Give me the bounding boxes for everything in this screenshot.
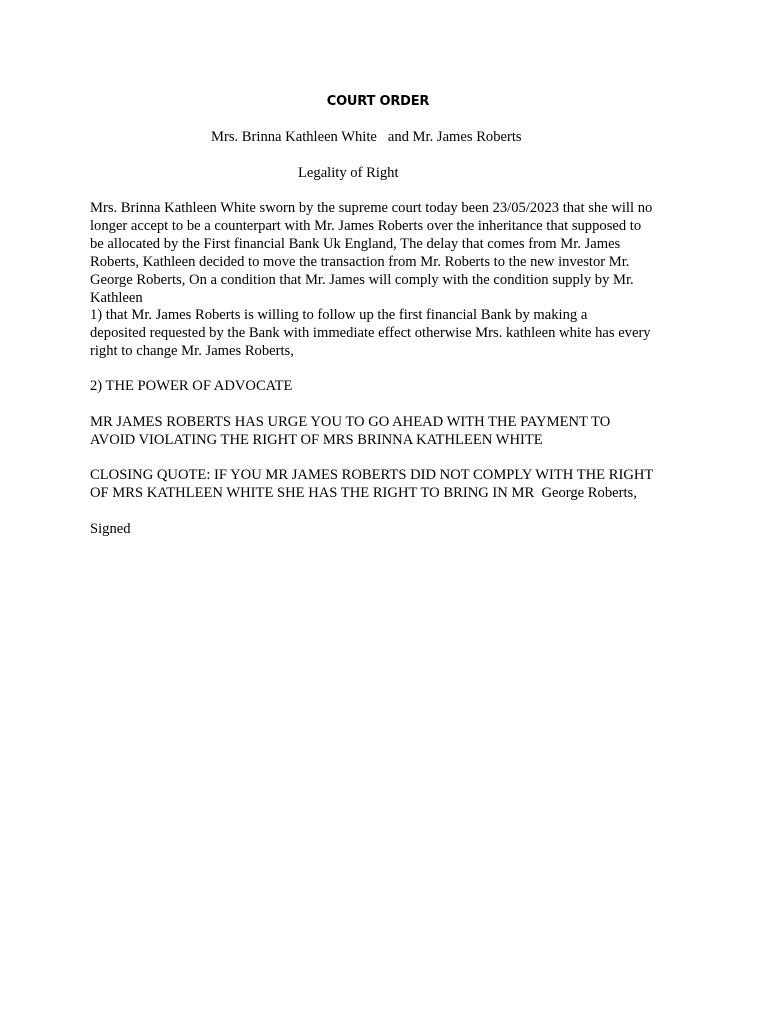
urge-paragraph bbox=[90, 414, 680, 450]
closing-paragraph-line: OF MRS KATHLEEN WHITE SHE HAS THE RIGHT TO BRING IN MR George Roberts, bbox=[90, 484, 637, 501]
document-title: COURT ORDER bbox=[326, 94, 430, 109]
main-paragraph-line: 1) that Mr. James Roberts is willing to follow up the first financial Bank by making a bbox=[90, 307, 588, 324]
urge-paragraph-line: AVOID VIOLATING THE RIGHT OF MRS BRINNA KATHLEEN WHITE bbox=[90, 431, 543, 448]
signed-line bbox=[90, 521, 680, 539]
main-paragraph-line: longer accept to be a counterpart with Mr. James Roberts over the inheritance that supposed to bbox=[90, 217, 642, 234]
main-paragraph-line: deposited requested by the Bank with immediate effect otherwise Mrs. kathleen white has every bbox=[90, 325, 651, 342]
main-paragraph-line: George Roberts, On a condition that Mr. James will comply with the condition supply by Mr. bbox=[90, 271, 634, 288]
closing-paragraph-line: CLOSING QUOTE: IF YOU MR JAMES ROBERTS DID NOT COMPLY WITH THE RIGHT bbox=[90, 467, 654, 483]
signed-text: Signed bbox=[90, 521, 131, 537]
closing-quote-paragraph bbox=[90, 467, 680, 503]
urge-paragraph-line: MR JAMES ROBERTS HAS URGE YOU TO GO AHEAD WITH THE PAYMENT TO bbox=[90, 414, 611, 430]
main-paragraph-line: right to change Mr. James Roberts, bbox=[90, 343, 294, 360]
parties-line: Mrs. Brinna Kathleen White and Mr. James Roberts bbox=[211, 129, 522, 145]
main-paragraph-line: Kathleen bbox=[90, 289, 143, 306]
document-subtitle: Legality of Right bbox=[298, 165, 399, 181]
main-paragraph bbox=[90, 200, 680, 361]
main-paragraph-line: be allocated by the First financial Bank Uk England, The delay that comes from Mr. James bbox=[90, 235, 621, 252]
main-paragraph-line: Mrs. Brinna Kathleen White sworn by the supreme court today been 23/05/2023 that she will no bbox=[90, 200, 653, 216]
power-heading-text: 2) THE POWER OF ADVOCATE bbox=[90, 378, 293, 394]
power-of-advocate-heading bbox=[90, 378, 680, 396]
main-paragraph-line: Roberts, Kathleen decided to move the transaction from Mr. Roberts to the new investor Mr. bbox=[90, 253, 630, 270]
